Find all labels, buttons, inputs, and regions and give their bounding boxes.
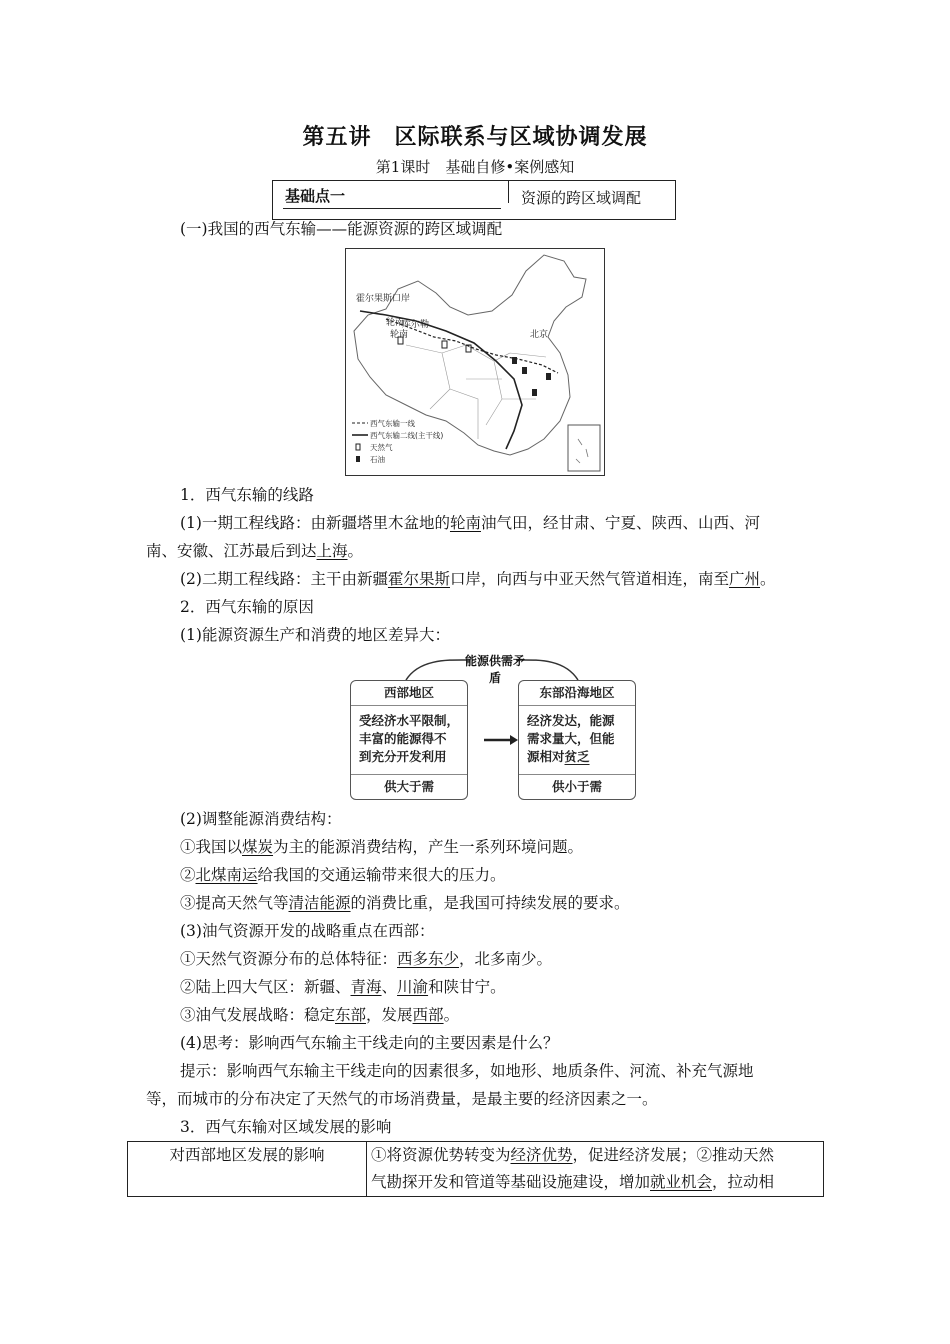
route-heading: 1．西气东输的线路 bbox=[180, 486, 314, 504]
west-title: 西部地区 bbox=[351, 681, 467, 706]
text-run: ②陆上四大气区：新疆、 bbox=[180, 978, 351, 996]
text-run: ③提高天然气等 bbox=[180, 894, 289, 912]
answer-coal-transport: 北煤南运 bbox=[195, 866, 258, 884]
reason-3-item-2 bbox=[180, 972, 506, 1002]
impact-table bbox=[127, 1141, 824, 1197]
text-run: 和陕甘宁。 bbox=[428, 978, 506, 996]
east-body-line: 需求量大，但能 bbox=[527, 731, 615, 746]
map-label-lunnan: 轮南 bbox=[386, 318, 405, 328]
contradiction-label: 能源供需矛盾 bbox=[465, 654, 526, 685]
province-lines bbox=[406, 345, 546, 439]
text-run: ，促进经济发展；②推动天然 bbox=[572, 1146, 775, 1164]
answer-economic-advantage: 经济优势 bbox=[510, 1146, 573, 1164]
answer-chuanyu: 川渝 bbox=[397, 978, 429, 996]
answer-coal: 煤炭 bbox=[242, 838, 274, 856]
legend-oil-symbol bbox=[356, 456, 360, 462]
legend-gas-symbol bbox=[356, 444, 360, 450]
section-heading: (一)我国的西气东输——能源资源的跨区域调配 bbox=[180, 220, 503, 238]
answer-shanghai: 上海 bbox=[316, 542, 348, 560]
reason-3-item-3 bbox=[180, 1000, 459, 1030]
answer-west-more: 西多东少 bbox=[397, 950, 460, 968]
text-run: 口岸，向西与中亚天然气管道相连，南至 bbox=[449, 570, 729, 588]
answer-scarce: 贫乏 bbox=[564, 749, 590, 764]
route-phase1-line2 bbox=[146, 536, 363, 566]
south-sea-islands bbox=[576, 439, 588, 463]
east-body-line: 经济发达，能源 bbox=[527, 713, 615, 728]
west-body-line: 丰富的能源得不 bbox=[359, 731, 447, 746]
east-title: 东部沿海地区 bbox=[519, 681, 635, 706]
legend-oil: 石油 bbox=[370, 455, 385, 464]
table-row bbox=[128, 1142, 824, 1197]
oil-field-marker bbox=[522, 367, 527, 374]
east-foot: 供小于需 bbox=[551, 779, 602, 794]
west-body bbox=[351, 706, 467, 775]
text-run: ，拉动相 bbox=[712, 1173, 775, 1191]
text-run: 。 bbox=[443, 1006, 460, 1024]
map-label-kuerle: 库尔勒 bbox=[402, 320, 430, 330]
west-body-line: 受经济水平限制， bbox=[359, 713, 460, 728]
route-phase2 bbox=[180, 564, 776, 594]
pipeline-map bbox=[345, 248, 605, 476]
supply-demand-diagram bbox=[350, 652, 634, 802]
answer-qinghai: 青海 bbox=[350, 978, 382, 996]
legend-line1: 西气东输一线 bbox=[370, 419, 415, 428]
text-run: ①我国以 bbox=[180, 838, 243, 856]
china-map-svg bbox=[346, 249, 604, 475]
reason-3-item-1 bbox=[180, 944, 552, 974]
tag-underline bbox=[283, 208, 501, 209]
hint-line-2: 等，而城市的分布决定了天然气的市场消费量，是最主要的经济因素之一。 bbox=[146, 1090, 658, 1108]
topic-tag-label: 基础点一 bbox=[285, 187, 346, 205]
reason-3: (3)油气资源开发的战略重点在西部： bbox=[180, 922, 435, 940]
answer-west: 西部 bbox=[412, 1006, 444, 1024]
answer-lunnan: 轮南 bbox=[449, 514, 481, 532]
answer-guangzhou: 广州 bbox=[729, 570, 761, 588]
text-run: 、 bbox=[381, 978, 398, 996]
text-run: 给我国的交通运输带来很大的压力。 bbox=[257, 866, 506, 884]
answer-clean-energy: 清洁能源 bbox=[288, 894, 351, 912]
text-run: 源相对 bbox=[527, 749, 565, 764]
west-foot: 供大于需 bbox=[383, 779, 434, 794]
impact-line bbox=[371, 1142, 819, 1169]
text-run: 油气田，经甘肃、宁夏、陕西、山西、河 bbox=[480, 514, 760, 532]
reason-2-item-3 bbox=[180, 888, 630, 918]
map-label-beijing: 北京 bbox=[530, 330, 549, 340]
south-sea-inset bbox=[568, 425, 600, 471]
think-question: (4)思考：影响西气东输主干线走向的主要因素是什么？ bbox=[180, 1034, 559, 1052]
text-run: 。 bbox=[760, 570, 776, 588]
impact-row-content bbox=[367, 1142, 824, 1197]
text-run: 气勘探开发和管道等基础设施建设，增加 bbox=[371, 1173, 651, 1191]
map-label-lunnan-2: 轮南 bbox=[390, 330, 409, 340]
answer-employment: 就业机会 bbox=[650, 1173, 713, 1191]
flow-arrow-head bbox=[510, 735, 518, 745]
lesson-subtitle: 第1课时 基础自修•案例感知 bbox=[375, 158, 575, 176]
text-run: ③油气发展战略：稳定 bbox=[180, 1006, 336, 1024]
text-run: ② bbox=[180, 866, 196, 884]
west-body-line: 到充分开发利用 bbox=[359, 749, 447, 764]
text-run: (1)一期工程线路：由新疆塔里木盆地的 bbox=[180, 514, 450, 532]
tag-divider bbox=[508, 181, 509, 203]
impact-heading: 3．西气东输对区域发展的影响 bbox=[180, 1118, 392, 1136]
hint-line-1: 提示：影响西气东输主干线走向的因素很多，如地形、地质条件、河流、补充气源地 bbox=[180, 1062, 754, 1080]
legend-line2: 西气东输二线(主干线) bbox=[370, 431, 444, 440]
legend-gas: 天然气 bbox=[370, 443, 393, 452]
text-run: ，发展 bbox=[366, 1006, 413, 1024]
text-run: (2)二期工程线路：主干由新疆 bbox=[180, 570, 388, 588]
answer-horgos: 霍尔果斯 bbox=[387, 570, 450, 588]
text-run: ①天然气资源分布的总体特征： bbox=[180, 950, 398, 968]
map-label-horgos: 霍尔果斯口岸 bbox=[356, 294, 411, 304]
east-region-box bbox=[518, 680, 636, 800]
reason-heading: 2．西气东输的原因 bbox=[180, 598, 314, 616]
page-title: 第五讲 区际联系与区域协调发展 bbox=[302, 124, 648, 150]
text-run: 为主的能源消费结构，产生一系列环境问题。 bbox=[273, 838, 584, 856]
impact-row-label: 对西部地区发展的影响 bbox=[128, 1142, 367, 1197]
text-run: ，北多南少。 bbox=[459, 950, 553, 968]
reason-2: (2)调整能源消费结构： bbox=[180, 810, 342, 828]
topic-tag-text: 资源的跨区域调配 bbox=[521, 189, 642, 207]
east-body-line bbox=[527, 748, 627, 766]
text-run: ①将资源优势转变为 bbox=[371, 1146, 511, 1164]
text-run: 南、安徽、江苏最后到达 bbox=[146, 542, 317, 560]
reason-2-item-2 bbox=[180, 860, 506, 890]
text-run: 的消费比重，是我国可持续发展的要求。 bbox=[350, 894, 630, 912]
text-run: 。 bbox=[347, 542, 364, 560]
oil-field-marker bbox=[532, 389, 537, 396]
oil-field-marker bbox=[546, 373, 551, 380]
answer-east: 东部 bbox=[335, 1006, 367, 1024]
gas-field-marker bbox=[442, 341, 447, 348]
route-phase1-line1 bbox=[180, 508, 760, 538]
east-body bbox=[519, 706, 635, 775]
reason-2-item-1 bbox=[180, 832, 583, 862]
oil-field-marker bbox=[512, 357, 517, 364]
west-region-box bbox=[350, 680, 468, 800]
reason-1: (1)能源资源生产和消费的地区差异大： bbox=[180, 626, 450, 644]
impact-line bbox=[371, 1169, 819, 1196]
